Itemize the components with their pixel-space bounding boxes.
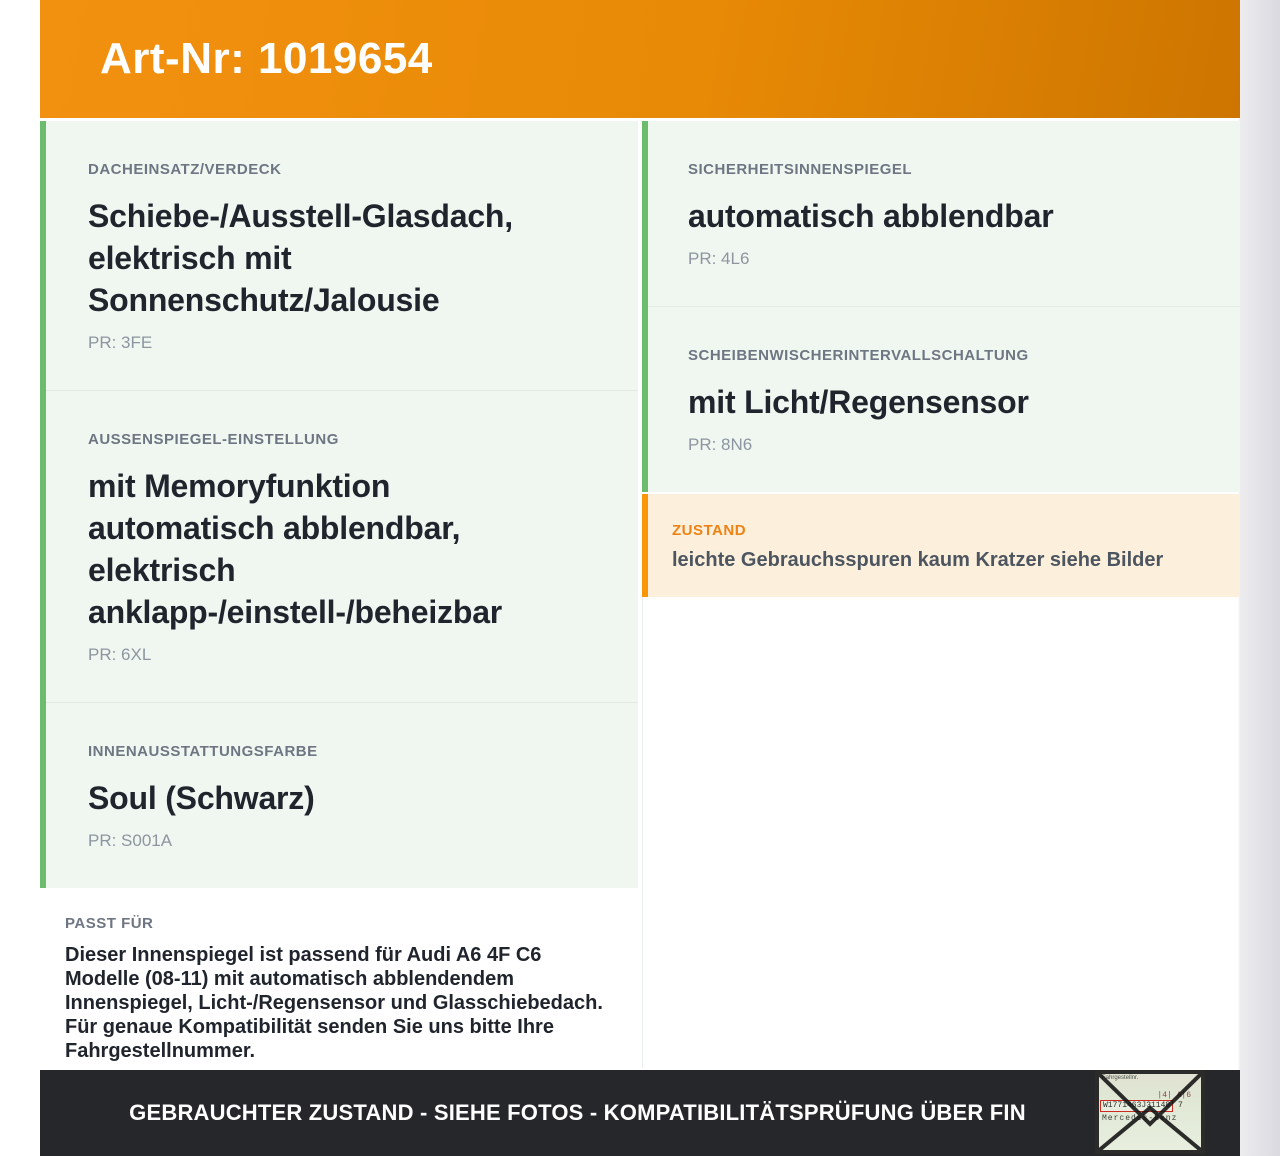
left-column bbox=[40, 121, 638, 1083]
footer-notice: GEBRAUCHTER ZUSTAND - SIEHE FOTOS - KOMPATIBILITÄTSPRÜFUNG ÜBER FIN bbox=[129, 1100, 1026, 1125]
footer-bar bbox=[40, 1070, 1240, 1156]
feature-pr-code: PR: 3FE bbox=[88, 333, 153, 352]
feature-value: Schiebe-/Ausstell-Glasdach, elektrisch mit Sonnenschutz/Jalousie bbox=[88, 198, 513, 318]
feature-pr-code: PR: 8N6 bbox=[688, 435, 753, 454]
column-divider bbox=[642, 597, 1240, 1068]
fits-for-label: PASST FÜR bbox=[65, 915, 154, 932]
brand-text: Mercedes-Benz bbox=[1102, 1114, 1178, 1123]
condition-card bbox=[642, 494, 1240, 597]
header-bar bbox=[40, 0, 1240, 118]
condition-text: leichte Gebrauchsspuren kaum Kratzer siehe Bilder bbox=[672, 549, 1164, 571]
fits-for-card bbox=[40, 888, 638, 1083]
feature-pr-code: PR: S001A bbox=[88, 831, 173, 850]
feature-label: INNENAUSSTATTUNGSFARBE bbox=[88, 743, 318, 760]
fin-highlight-box: W1771463J31148 bbox=[1100, 1100, 1173, 1112]
feature-card-innenausstattungsfarbe bbox=[46, 702, 638, 888]
feature-card-scheibenwischer bbox=[648, 306, 1240, 492]
condition-label: ZUSTAND bbox=[672, 522, 747, 539]
page-title: Art-Nr: 1019654 bbox=[100, 34, 433, 83]
right-column bbox=[642, 121, 1240, 1068]
feature-pr-code: PR: 6XL bbox=[88, 645, 152, 664]
fin-document-image bbox=[1095, 1070, 1205, 1154]
feature-value: Soul (Schwarz) bbox=[88, 780, 315, 816]
feature-card-dacheinsatz bbox=[46, 121, 638, 390]
feature-label: AUSSENSPIEGEL-EINSTELLUNG bbox=[88, 431, 339, 448]
doc-line: |4| A|6 bbox=[1157, 1091, 1191, 1100]
feature-block-right bbox=[642, 121, 1240, 492]
feature-label: SCHEIBENWISCHERINTERVALLSCHALTUNG bbox=[688, 347, 1029, 364]
feature-label: SICHERHEITSINNENSPIEGEL bbox=[688, 161, 913, 178]
feature-block-left bbox=[40, 121, 638, 888]
feature-card-aussenspiegel bbox=[46, 390, 638, 702]
feature-value: automatisch abblendbar bbox=[688, 198, 1054, 234]
feature-card-sicherheitsinnenspiegel bbox=[648, 121, 1240, 306]
envelope-icon bbox=[1095, 1070, 1205, 1154]
doc-label: Fahrgestellnr. bbox=[1102, 1075, 1139, 1081]
feature-label: DACHEINSATZ/VERDECK bbox=[88, 161, 282, 178]
fits-for-text: Dieser Innenspiegel ist passend für Audi A6 4F C6 Modelle (08-11) mit automatisch abblendendem Innenspiegel, Licht-/Regensensor und Glasschiebedach. Für genaue Kompatibilität senden Sie uns bitte Ihre Fahrgestellnummer. bbox=[65, 944, 603, 1062]
content-columns bbox=[40, 121, 1240, 1083]
feature-value: mit Memoryfunktion automatisch abblendbar, elektrisch anklapp-/einstell-/beheizbar bbox=[88, 468, 503, 630]
feature-pr-code: PR: 4L6 bbox=[688, 249, 750, 268]
fin-suffix: 7 bbox=[1178, 1101, 1183, 1110]
feature-value: mit Licht/Regensensor bbox=[688, 384, 1029, 420]
